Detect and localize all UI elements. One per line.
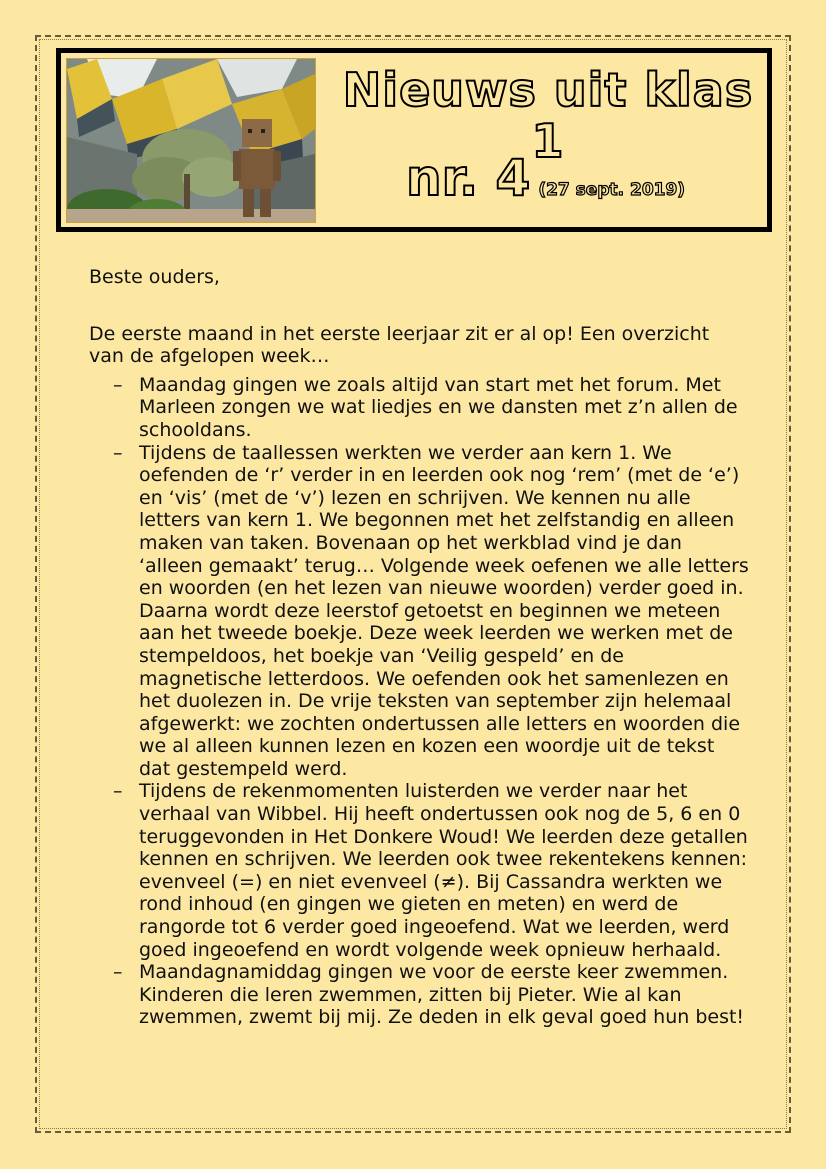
- issue-number: nr. 4: [406, 149, 531, 207]
- list-item: – Maandagnamiddag gingen we voor de eerste keer zwemmen. Kinderen die leren zwemmen, zitten bij Pieter. Wie al kan zwemmen, zwemt bij mij. Ze deden in elk geval goed hun best!: [139, 961, 749, 1029]
- news-list: [89, 374, 749, 1029]
- newsletter-title: Nieuws uit klas 1: [342, 63, 754, 168]
- newsletter-header: [56, 48, 772, 232]
- issue-line: [406, 149, 686, 207]
- greeting: Beste ouders,: [89, 266, 220, 288]
- list-item: – Maandag gingen we zoals altijd van start met het forum. Met Marleen zongen we wat liedjes en we dansten met z’n allen de schooldans.: [139, 374, 749, 442]
- header-photo: [66, 58, 316, 223]
- issue-date: (27 sept. 2019): [538, 180, 686, 200]
- letter-body: [89, 266, 749, 1029]
- intro-paragraph: De eerste maand in het eerste leerjaar zit er al op! Een overzicht van de afgelopen week…: [89, 322, 710, 368]
- list-item: – Tijdens de taallessen werkten we verder aan kern 1. We oefenden de ‘r’ verder in en leerden ook nog ‘rem’ (met de ‘e’) en ‘vis’ (met de ‘v’) lezen en schrijven. We kennen nu alle letters van kern 1. We begonnen met het zelfstandig en alleen maken van taken. Bovenaan op het werkblad vind je dan ‘alleen gemaakt’ terug… Volgende week oefenen we alle letters en woorden (en het lezen van nieuwe woorden) verder goed in. Daarna wordt deze leerstof getoetst en beginnen we meteen aan het tweede boekje. Deze week leerden we werken met de stempeldoos, het boekje van ‘Veilig gespeld’ en de magnetische letterdoos. We oefenden ook het samenlezen en het duolezen in. De vrije teksten van september zijn helemaal afgewerkt: we zochten ondertussen alle letters en woorden die we al alleen kunnen lezen en kozen een woordje uit de tekst dat gestempeld werd.: [139, 442, 749, 781]
- list-item: – Tijdens de rekenmomenten luisterden we verder naar het verhaal van Wibbel. Hij heeft ondertussen ook nog de 5, 6 en 0 teruggevonden in Het Donkere Woud! We leerden deze getallen kennen en schrijven. We leerden ook twee rekentekens kennen: evenveel (=) en niet evenveel (≠). Bij Cassandra werkten we rond inhoud (en gingen we gieten en meten) en werd de rangorde tot 6 verder goed ingeoefend. Wat we leerden, werd goed ingeoefend en wordt volgende week opnieuw herhaald.: [139, 780, 749, 961]
